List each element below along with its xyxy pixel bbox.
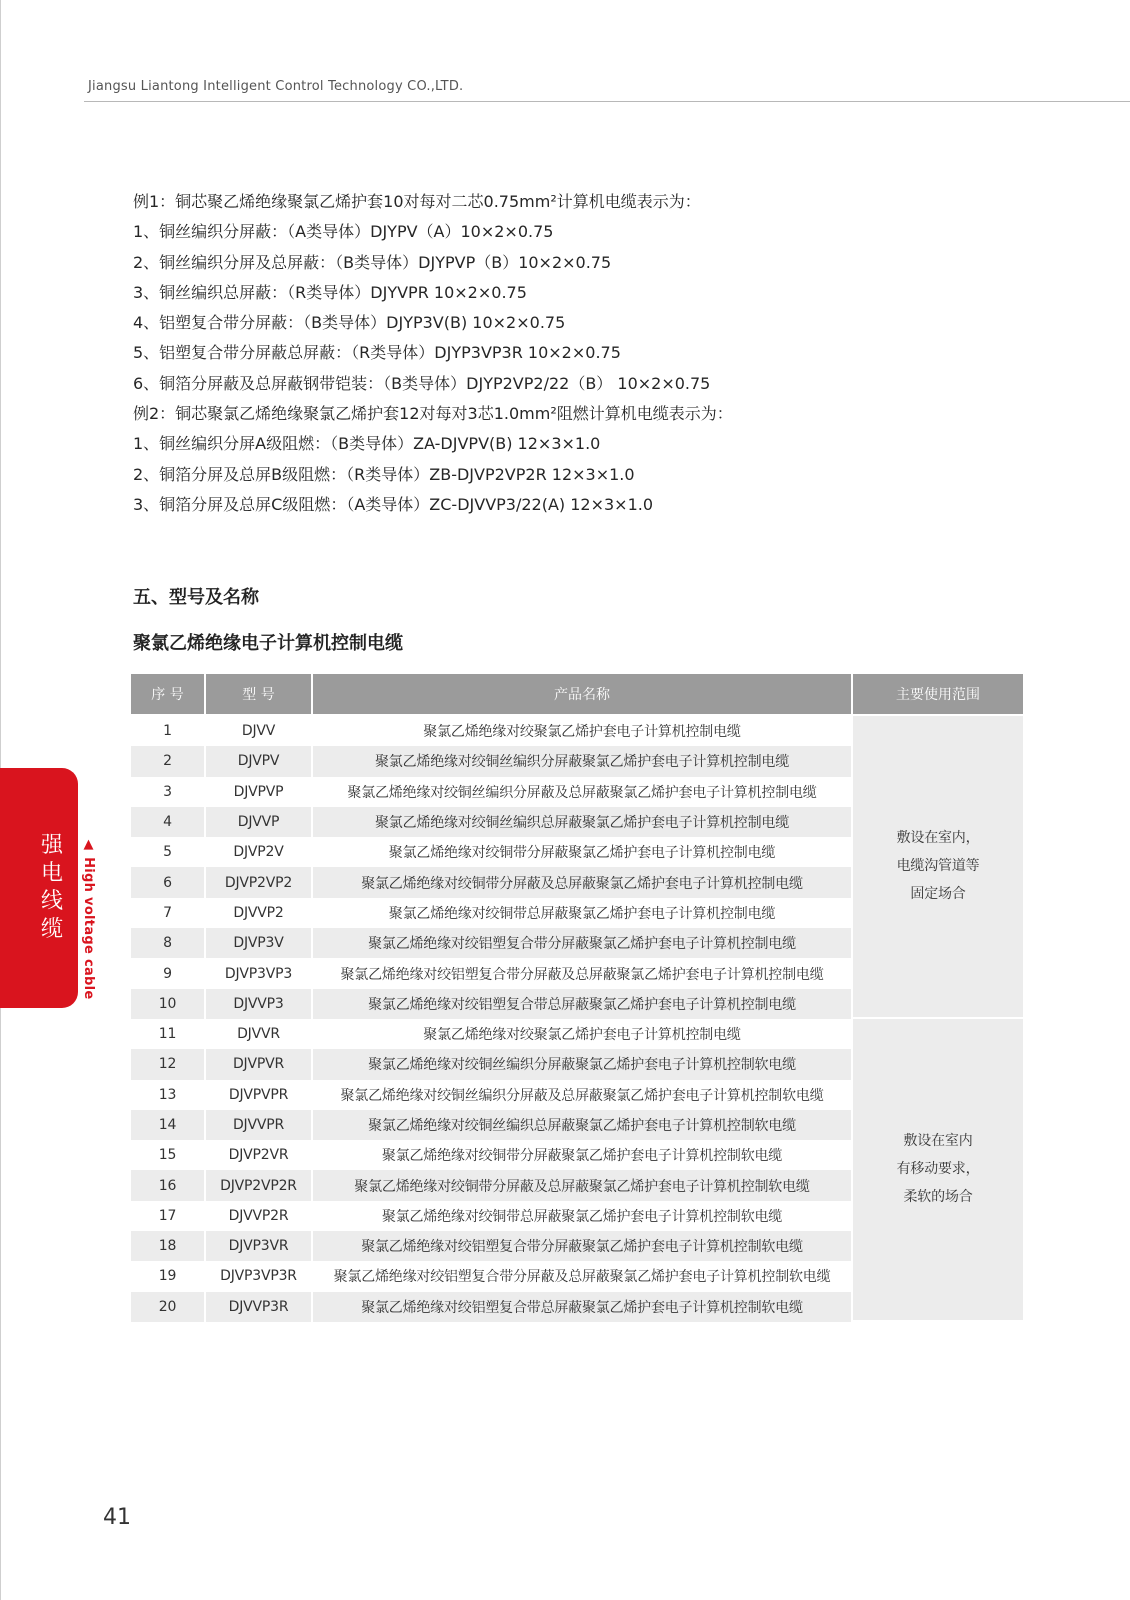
cell-index: 2	[131, 746, 206, 776]
cell-index: 14	[131, 1110, 206, 1140]
col-header-usage-scope: 主要使用范围	[853, 674, 1023, 716]
cell-product-name: 聚氯乙烯绝缘对绞铝塑复合带总屏蔽聚氯乙烯护套电子计算机控制软电缆	[313, 1292, 853, 1322]
cell-model: DJVPV	[206, 746, 313, 776]
example-line: 例2：铜芯聚氯乙烯绝缘聚氯乙烯护套12对每对3芯1.0mm²阻燃计算机电缆表示为：	[133, 404, 733, 424]
cell-product-name: 聚氯乙烯绝缘对绞聚氯乙烯护套电子计算机控制电缆	[313, 1019, 853, 1049]
side-category-tab	[0, 768, 78, 1008]
side-tab-char: 线	[40, 889, 63, 914]
usage-scope-line: 柔软的场合	[903, 1189, 973, 1206]
cell-index: 16	[131, 1170, 206, 1200]
usage-scope-line: 有移动要求，	[896, 1161, 980, 1178]
cell-model: DJVPVPR	[206, 1080, 313, 1110]
example-line: 1、铜丝编织分屏蔽：（A类导体）DJYPV（A）10×2×0.75	[133, 222, 554, 242]
cell-model: DJVPVP	[206, 777, 313, 807]
cell-model: DJVP3V	[206, 928, 313, 958]
header-divider	[84, 101, 1130, 102]
table-header-row	[131, 674, 1023, 716]
side-tab-char: 缆	[40, 917, 63, 942]
cell-model: DJVP2VP2R	[206, 1170, 313, 1200]
table-body	[131, 716, 1023, 1322]
cell-model: DJVVP3R	[206, 1292, 313, 1322]
table-row	[131, 1019, 1023, 1049]
cell-model: DJVP2V	[206, 837, 313, 867]
page-number: 41	[103, 1505, 131, 1530]
table-title: 聚氯乙烯绝缘电子计算机控制电缆	[133, 633, 403, 654]
cell-product-name: 聚氯乙烯绝缘对绞铜丝编织分屏蔽聚氯乙烯护套电子计算机控制软电缆	[313, 1049, 853, 1079]
cell-index: 17	[131, 1201, 206, 1231]
cell-product-name: 聚氯乙烯绝缘对绞铝塑复合带分屏蔽及总屏蔽聚氯乙烯护套电子计算机控制电缆	[313, 958, 853, 988]
side-tab-label-zh	[38, 832, 66, 944]
cell-index: 5	[131, 837, 206, 867]
side-tab-char: 强	[40, 833, 63, 858]
cell-model: DJVP3VR	[206, 1231, 313, 1261]
example-line: 3、铜箔分屏及总屏C级阻燃：（A类导体）ZC-DJVVP3/22(A) 12×3×1.0	[133, 494, 654, 514]
example-line: 5、铝塑复合带分屏蔽总屏蔽：（R类导体）DJYP3VP3R 10×2×0.75	[133, 343, 621, 363]
cell-index: 6	[131, 867, 206, 897]
cell-model: DJVP2VR	[206, 1140, 313, 1170]
example-line: 3、铜丝编织总屏蔽：（R类导体）DJYVPR 10×2×0.75	[133, 282, 527, 302]
example-list	[133, 187, 733, 520]
usage-scope-line: 敷设在室内，	[896, 830, 980, 847]
cell-product-name: 聚氯乙烯绝缘对绞铜带分屏蔽聚氯乙烯护套电子计算机控制软电缆	[313, 1140, 853, 1170]
cell-index: 18	[131, 1231, 206, 1261]
cell-model: DJVP3VP3	[206, 958, 313, 988]
usage-scope-line: 固定场合	[910, 886, 966, 903]
example-line: 2、铜箔分屏及总屏B级阻燃：（R类导体）ZB-DJVP2VP2R 12×3×1.0	[133, 464, 635, 484]
table-row	[131, 716, 1023, 746]
cell-model: DJVVP	[206, 807, 313, 837]
cell-index: 8	[131, 928, 206, 958]
cell-usage-scope	[853, 716, 1023, 1019]
product-table	[131, 674, 1023, 1322]
cell-product-name: 聚氯乙烯绝缘对绞铜带总屏蔽聚氯乙烯护套电子计算机控制电缆	[313, 898, 853, 928]
cell-index: 11	[131, 1019, 206, 1049]
cell-index: 10	[131, 989, 206, 1019]
cell-index: 9	[131, 958, 206, 988]
cell-model: DJVV	[206, 716, 313, 746]
example-line: 6、铜箔分屏蔽及总屏蔽钢带铠装：（B类导体）DJYP2VP2/22（B） 10×2×0.75	[133, 373, 711, 393]
cell-index: 15	[131, 1140, 206, 1170]
cell-product-name: 聚氯乙烯绝缘对绞铝塑复合带分屏蔽及总屏蔽聚氯乙烯护套电子计算机控制软电缆	[313, 1261, 853, 1291]
cell-model: DJVVP2	[206, 898, 313, 928]
cell-usage-scope	[853, 1019, 1023, 1322]
cell-index: 20	[131, 1292, 206, 1322]
cell-model: DJVVP2R	[206, 1201, 313, 1231]
example-line: 4、铝塑复合带分屏蔽：（B类导体）DJYP3V(B) 10×2×0.75	[133, 313, 566, 333]
cell-product-name: 聚氯乙烯绝缘对绞铜带分屏蔽聚氯乙烯护套电子计算机控制电缆	[313, 837, 853, 867]
cell-index: 12	[131, 1049, 206, 1079]
cell-index: 3	[131, 777, 206, 807]
side-tab-char: 电	[40, 861, 63, 886]
cell-product-name: 聚氯乙烯绝缘对绞铝塑复合带分屏蔽聚氯乙烯护套电子计算机控制电缆	[313, 928, 853, 958]
example-line: 1、铜丝编织分屏A级阻燃：（B类导体）ZA-DJVPV(B) 12×3×1.0	[133, 434, 601, 454]
cell-model: DJVPVR	[206, 1049, 313, 1079]
cell-product-name: 聚氯乙烯绝缘对绞铜带总屏蔽聚氯乙烯护套电子计算机控制软电缆	[313, 1201, 853, 1231]
cell-product-name: 聚氯乙烯绝缘对绞铝塑复合带分屏蔽聚氯乙烯护套电子计算机控制软电缆	[313, 1231, 853, 1261]
cell-model: DJVP2VP2	[206, 867, 313, 897]
cell-index: 19	[131, 1261, 206, 1291]
cell-product-name: 聚氯乙烯绝缘对绞铜丝编织总屏蔽聚氯乙烯护套电子计算机控制电缆	[313, 807, 853, 837]
cell-product-name: 聚氯乙烯绝缘对绞铜丝编织分屏蔽及总屏蔽聚氯乙烯护套电子计算机控制电缆	[313, 777, 853, 807]
cell-model: DJVP3VP3R	[206, 1261, 313, 1291]
cell-product-name: 聚氯乙烯绝缘对绞铜丝编织分屏蔽及总屏蔽聚氯乙烯护套电子计算机控制软电缆	[313, 1080, 853, 1110]
cell-product-name: 聚氯乙烯绝缘对绞铜丝编织分屏蔽聚氯乙烯护套电子计算机控制电缆	[313, 746, 853, 776]
example-line: 例1：铜芯聚乙烯绝缘聚氯乙烯护套10对每对二芯0.75mm²计算机电缆表示为：	[133, 192, 701, 211]
side-tab-label-en: ▲ High voltage cable	[81, 837, 96, 1000]
usage-scope-line: 敷设在室内	[903, 1133, 973, 1150]
cell-index: 1	[131, 716, 206, 746]
header-company-name: Jiangsu Liantong Intelligent Control Technology CO.,LTD.	[88, 79, 464, 94]
col-header-product-name: 产品名称	[313, 674, 853, 716]
cell-product-name: 聚氯乙烯绝缘对绞铜带分屏蔽及总屏蔽聚氯乙烯护套电子计算机控制电缆	[313, 867, 853, 897]
cell-model: DJVVPR	[206, 1110, 313, 1140]
cell-product-name: 聚氯乙烯绝缘对绞铝塑复合带总屏蔽聚氯乙烯护套电子计算机控制电缆	[313, 989, 853, 1019]
cell-index: 7	[131, 898, 206, 928]
col-header-model: 型 号	[206, 674, 313, 716]
cell-model: DJVVP3	[206, 989, 313, 1019]
col-header-index: 序 号	[131, 674, 206, 716]
cell-index: 13	[131, 1080, 206, 1110]
cell-product-name: 聚氯乙烯绝缘对绞铜丝编织总屏蔽聚氯乙烯护套电子计算机控制软电缆	[313, 1110, 853, 1140]
cell-product-name: 聚氯乙烯绝缘对绞聚氯乙烯护套电子计算机控制电缆	[313, 716, 853, 746]
section-title: 五、型号及名称	[133, 587, 259, 608]
usage-scope-line: 电缆沟管道等	[896, 858, 980, 875]
example-line: 2、铜丝编织分屏及总屏蔽：（B类导体）DJYPVP（B）10×2×0.75	[133, 252, 612, 272]
cell-product-name: 聚氯乙烯绝缘对绞铜带分屏蔽及总屏蔽聚氯乙烯护套电子计算机控制软电缆	[313, 1170, 853, 1200]
cell-model: DJVVR	[206, 1019, 313, 1049]
cell-index: 4	[131, 807, 206, 837]
